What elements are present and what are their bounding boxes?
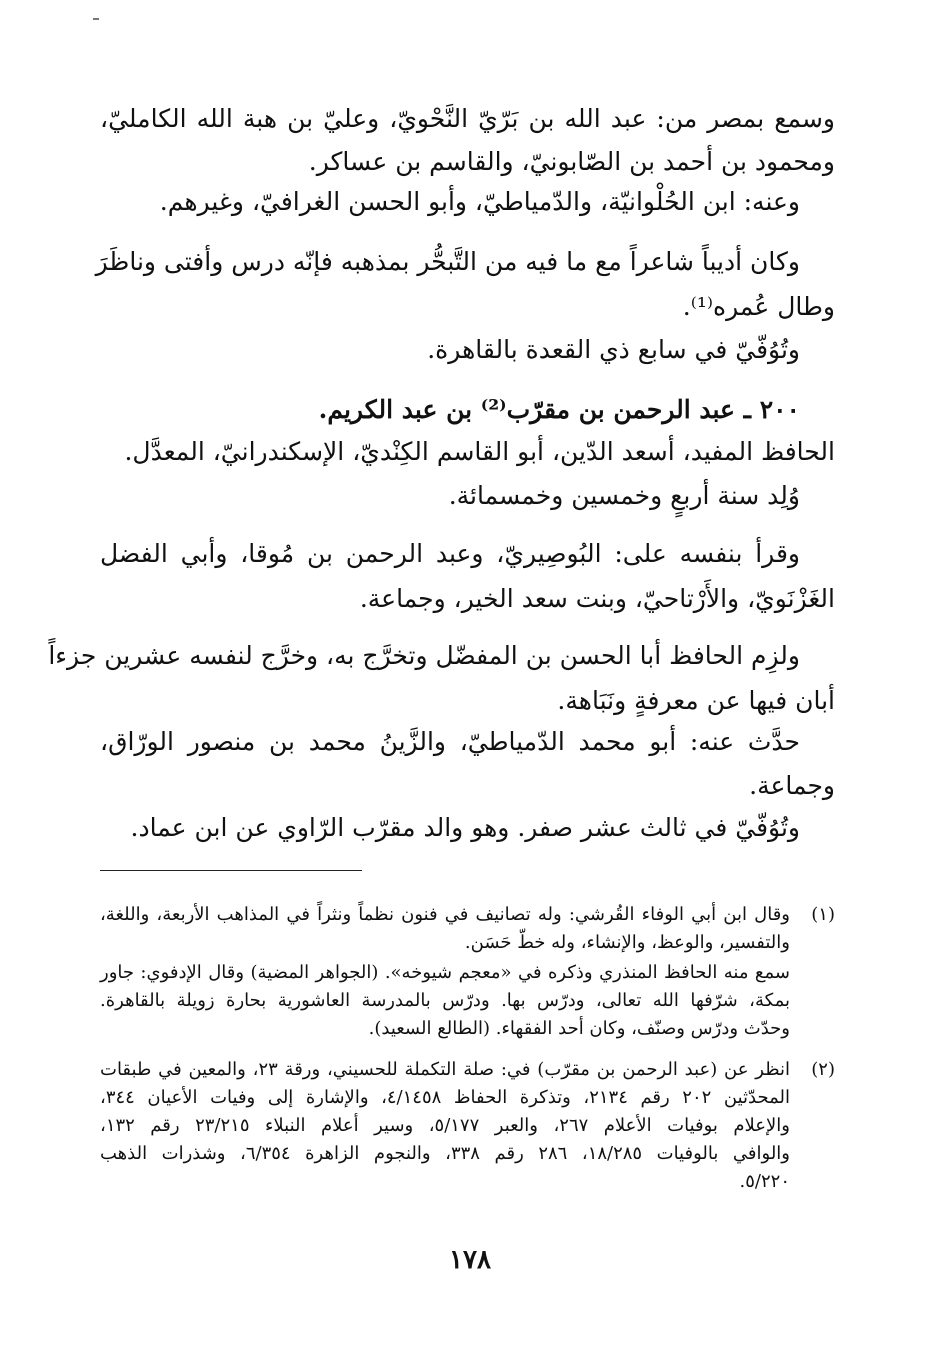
page-number: ١٧٨ [449,1245,491,1275]
footnote-line: والتفسير، والوعظ، والإنشاء، وله خطّ حَسَن. [464,932,790,953]
footnote-line: بمكة، شرّفها الله تعالى، ودرّس بها. ودرّس بالمدرسة العاشورية بحارة زويلة بالقاهرة. [100,990,790,1011]
text-line: وطال عُمره⁽¹⁾. [682,292,835,321]
footnote-line: ٥/٢٢٠. [739,1171,790,1192]
footnote-line: وقال ابن أبي الوفاء القُرشي: وله تصانيف في فنون نظماً ونثراً في المذاهب الأربعة، واللغة، [100,904,790,925]
text-line: وتُوُفّيّ في ثالث عشر صفر. وهو والد مقرّب الرّاوي عن ابن عماد. [130,813,800,842]
text-line: وُلِد سنة أربعٍ وخمسين وخمسمائة. [448,481,800,510]
text-line: وجماعة. [749,771,835,800]
text-line: وسمع بمصر من: عبد الله بن بَرّيّ النَّحْويّ، وعليّ بن هبة الله الكامليّ، [100,104,835,133]
footnote-line: المحدّثين ٢٠٢ رقم ٢١٣٤، وتذكرة الحفاظ ٤/١٤٥٨، والإشارة إلى وفيات الأعيان ٣٤٤، [100,1087,790,1108]
footnote-separator [100,870,362,871]
scan-mark [93,18,99,20]
footnote-line: انظر عن (عبد الرحمن بن مقرّب) في: صلة التكملة للحسيني، ورقة ٢٣، والمعين في طبقات [100,1059,790,1080]
footnote-line: سمع منه الحافظ المنذري وذكره في «معجم شيوخه». (الجواهر المضية) وقال الإدفوي: جاور [100,962,790,983]
footnote-marker: (١) [811,904,835,925]
text-line: وقرأ بنفسه على: البُوصِيريّ، وعبد الرحمن بن مُوقا، وأبي الفضل [100,539,800,568]
footnote-line: والإعلام بوفيات الأعلام ٢٦٧، والعبر ٥/١٧٧، وسير أعلام النبلاء ٢٣/٢١٥ رقم ١٣٢، [100,1115,790,1136]
text-line: الغَزْنَويّ، والأَرْتاحيّ، وبنت سعد الخير، وجماعة. [359,584,835,613]
entry-heading: ٢٠٠ ـ عبد الرحمن بن مقرّب⁽²⁾ بن عبد الكريم. [318,395,800,424]
text-line: ومحمود بن أحمد بن الصّابونيّ، والقاسم بن عساكر. [308,147,835,176]
text-line: ولزِم الحافظ أبا الحسن بن المفضّل وتخرَّج به، وخرَّج لنفسه عشرين جزءاً [48,641,800,670]
text-line: الحافظ المفيد، أسعد الدّين، أبو القاسم الكِنْديّ، الإسكندرانيّ، المعدَّل. [124,437,835,466]
text-line: وكان أديباً شاعراً مع ما فيه من التَّبحُّر بمذهبه فإنّه درس وأفتى وناظَرَ [95,247,800,276]
text-line: وعنه: ابن الحُلْوانيّة، والدّمياطيّ، وأبو الحسن الغرافيّ، وغيرهم. [159,187,800,216]
footnote-line: وحدّث ودرّس وصنّف، وكان أحد الفقهاء. (الطالع السعيد). [368,1018,790,1039]
footnote-line: والوافي بالوفيات ١٨/٢٨٥، ٢٨٦ رقم ٣٣٨، والنجوم الزاهرة ٦/٣٥٤، وشذرات الذهب [100,1143,790,1164]
text-line: وتُوُفّيّ في سابع ذي القعدة بالقاهرة. [427,335,800,364]
text-line: أبان فيها عن معرفةٍ ونَبَاهة. [557,686,835,715]
text-line: حدَّث عنه: أبو محمد الدّمياطيّ، والزَّينُ محمد بن منصور الورّاق، [100,727,800,756]
footnote-marker: (٢) [811,1059,835,1080]
